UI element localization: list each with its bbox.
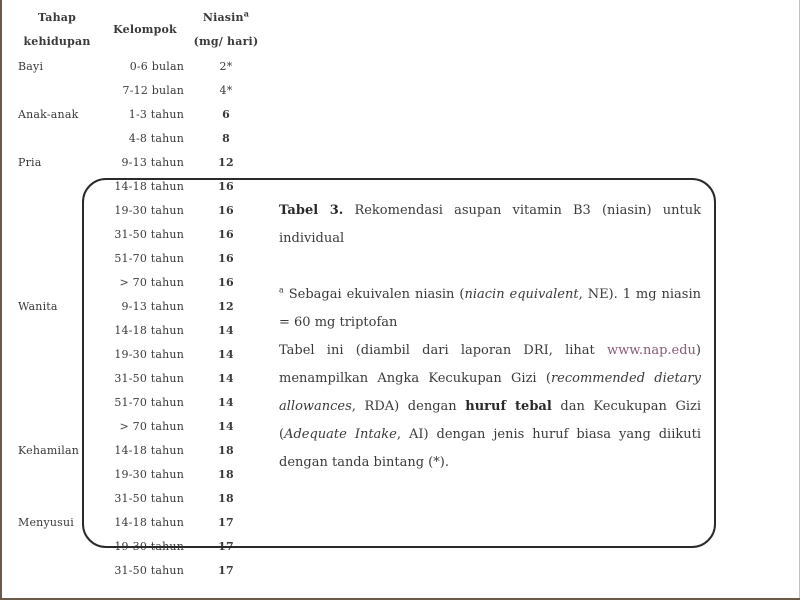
cell-kelompok: 7-12 bulan — [122, 83, 184, 97]
footnote-italic: niacin equivalent — [464, 287, 579, 302]
cell-niasin: 14 — [218, 347, 234, 361]
cell-tahap — [12, 174, 102, 198]
cell-niasin: 18 — [218, 467, 234, 481]
cell-kelompok: 14-18 tahun — [114, 515, 184, 529]
caption-body — [279, 337, 701, 477]
cell-kelompok: 51-70 tahun — [114, 251, 184, 265]
header-niasin-label: Niasin — [202, 11, 244, 24]
cell-tahap — [12, 342, 102, 366]
header-tahap-kehidupan: Tahap kehidupan — [23, 11, 91, 48]
cell-tahap: Anak-anak — [18, 107, 79, 121]
cell-tahap: Bayi — [18, 59, 44, 73]
cell-niasin: 14 — [218, 323, 234, 337]
table-row — [12, 318, 264, 342]
cell-tahap — [12, 318, 102, 342]
cell-kelompok: 4-8 tahun — [128, 131, 184, 145]
cell-kelompok: 31-50 tahun — [114, 227, 184, 241]
cell-kelompok: 1-3 tahun — [128, 107, 184, 121]
cell-kelompok: 19-30 tahun — [114, 539, 184, 553]
header-niasin-unit: (mg/ hari) — [193, 35, 259, 48]
cell-niasin: 16 — [218, 179, 234, 193]
table-row — [12, 390, 264, 414]
header-niasin — [188, 6, 264, 54]
nap-edu-link[interactable]: www.nap.edu — [606, 343, 696, 358]
table-row — [12, 486, 264, 510]
cell-kelompok: > 70 tahun — [119, 419, 184, 433]
body-italic-rda: recommended dietary allowances — [279, 371, 701, 414]
cell-tahap — [12, 534, 102, 558]
caption-title-bold: Tabel 3. — [279, 203, 344, 218]
body-part-5: , AI) dengan jenis huruf biasa yang diikuti dengan tanda bintang (*). — [279, 427, 702, 470]
cell-niasin: 17 — [218, 515, 234, 529]
body-part-2: ) menampilkan Angka Kecukupan Gizi ( — [279, 343, 701, 386]
table-row — [12, 78, 264, 102]
cell-niasin: 6 — [222, 107, 230, 121]
cell-niasin: 12 — [218, 299, 234, 313]
cell-niasin: 18 — [218, 491, 234, 505]
table-row — [12, 54, 264, 78]
table-row — [12, 366, 264, 390]
table-row — [12, 462, 264, 486]
cell-tahap — [12, 462, 102, 486]
table-row — [12, 174, 264, 198]
cell-tahap: Pria — [18, 155, 42, 169]
table-row — [12, 150, 264, 174]
cell-niasin: 16 — [218, 275, 234, 289]
cell-tahap — [12, 558, 102, 582]
table-row — [12, 126, 264, 150]
caption-title — [279, 197, 701, 253]
table-row — [12, 198, 264, 222]
table-row — [12, 102, 264, 126]
body-italic-ai: Adequate Intake — [284, 427, 397, 442]
cell-niasin: 16 — [218, 251, 234, 265]
caption-footnote — [279, 281, 701, 337]
cell-tahap — [12, 390, 102, 414]
table-row — [12, 342, 264, 366]
table-row — [12, 246, 264, 270]
cell-kelompok: 19-30 tahun — [114, 203, 184, 217]
cell-niasin: 2* — [219, 59, 233, 73]
header-niasin-sup: a — [243, 8, 250, 19]
cell-niasin: 16 — [218, 227, 234, 241]
table-row — [12, 558, 264, 582]
cell-kelompok: > 70 tahun — [119, 275, 184, 289]
cell-kelompok: 19-30 tahun — [114, 467, 184, 481]
cell-tahap — [12, 486, 102, 510]
cell-niasin: 14 — [218, 419, 234, 433]
header-kelompok: Kelompok — [113, 23, 177, 36]
cell-kelompok: 0-6 bulan — [129, 59, 184, 73]
cell-tahap — [12, 414, 102, 438]
cell-kelompok: 14-18 tahun — [114, 179, 184, 193]
table-row — [12, 510, 264, 534]
cell-kelompok: 14-18 tahun — [114, 443, 184, 457]
body-part-4: dan Kecukupan Gizi ( — [279, 399, 701, 442]
cell-tahap — [12, 126, 102, 150]
table-caption — [279, 197, 701, 477]
caption-spacer — [279, 253, 701, 281]
cell-tahap — [12, 78, 102, 102]
footnote-marker: a — [279, 285, 284, 295]
footnote-pre: Sebagai ekuivalen niasin ( — [283, 287, 465, 302]
cell-niasin: 16 — [218, 203, 234, 217]
cell-tahap: Wanita — [18, 299, 58, 313]
cell-kelompok: 9-13 tahun — [121, 155, 184, 169]
table-row — [12, 294, 264, 318]
table-row — [12, 222, 264, 246]
cell-kelompok: 31-50 tahun — [114, 563, 184, 577]
cell-niasin: 17 — [218, 563, 234, 577]
cell-tahap — [12, 246, 102, 270]
cell-tahap: Kehamilan — [18, 443, 79, 457]
cell-niasin: 8 — [222, 131, 230, 145]
cell-tahap — [12, 222, 102, 246]
niacin-recommendation-table — [12, 6, 264, 582]
body-part-3: , RDA) dengan — [351, 399, 466, 414]
cell-niasin: 12 — [218, 155, 234, 169]
cell-niasin: 14 — [218, 395, 234, 409]
table-row — [12, 270, 264, 294]
cell-kelompok: 14-18 tahun — [114, 323, 184, 337]
cell-tahap — [12, 366, 102, 390]
footnote-post: , NE). 1 mg niasin = 60 mg triptofan — [279, 287, 702, 330]
body-part-1: Tabel ini (diambil dari laporan DRI, lihat — [279, 343, 607, 358]
cell-tahap — [12, 270, 102, 294]
cell-kelompok: 51-70 tahun — [114, 395, 184, 409]
cell-kelompok: 31-50 tahun — [114, 371, 184, 385]
cell-kelompok: 31-50 tahun — [114, 491, 184, 505]
cell-niasin: 4* — [219, 83, 233, 97]
cell-niasin: 17 — [218, 539, 234, 553]
table-body — [12, 54, 264, 582]
cell-kelompok: 9-13 tahun — [121, 299, 184, 313]
cell-kelompok: 19-30 tahun — [114, 347, 184, 361]
cell-niasin: 14 — [218, 371, 234, 385]
table-row — [12, 534, 264, 558]
cell-tahap — [12, 198, 102, 222]
table-header-row — [12, 6, 264, 54]
body-bold-huruf-tebal: huruf tebal — [465, 399, 552, 414]
caption-title-rest: Rekomendasi asupan vitamin B3 (niasin) untuk individual — [279, 203, 701, 246]
table-row — [12, 414, 264, 438]
cell-tahap: Menyusui — [18, 515, 75, 529]
cell-niasin: 18 — [218, 443, 234, 457]
table-row — [12, 438, 264, 462]
